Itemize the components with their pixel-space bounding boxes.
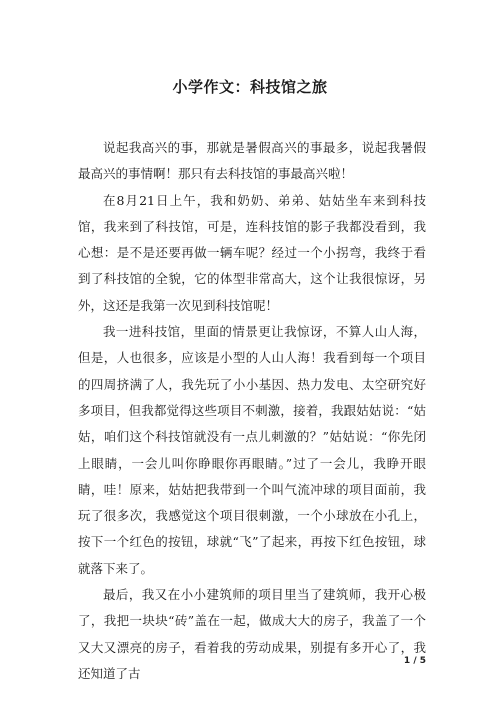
paragraph: 说起我高兴的事，那就是暑假高兴的事最多，说起我暑假最高兴的事情啊！那只有去科技馆的事最高兴啦！: [78, 140, 426, 182]
paragraph: 我一进科技馆，里面的情景更让我惊讶，不算人山人海，但是，人也很多，应该是小型的人山人海！我看到每一个项目的四周挤满了人，我先玩了小小基因、热力发电、太空研究好多项目，但我都觉得这些项目不刺激，接着，我跟姑姑说：“姑姑，咱们这个科技馆就没有一点儿刺激的？”姑姑说：“你先闭上眼睛，一会儿叫你睁眼你再眼睛。”过了一会儿，我睁开眼睛，哇！原来，姑姑把我带到一个叫气流冲球的项目面前，我玩了很多次，我感觉这个项目很刺激，一个小球放在小孔上，按下一个红色的按钮，球就“飞”了起来，再按下红色按钮，球就落下来了。: [78, 324, 426, 576]
document-body: [78, 135, 426, 687]
paragraph: 在8月21日上午，我和奶奶、弟弟、姑姑坐车来到科技馆，我来到了科技馆，可是，连科技馆的影子我都没看到，我心想：是不是还要再做一辆车呢？经过一个小拐弯，我终于看到了科技馆的全貌，它的体型非常高大，这个让我很惊讶，另外，这还是我第一次见到科技馆呢！: [78, 192, 426, 313]
paragraph: 最后，我又在小小建筑师的项目里当了建筑师，我开心极了，我把一块块“砖”盖在一起，做成大大的房子，我盖了一个又大又漂亮的房子，看着我的劳动成果，别提有多开心了，我还知道了古: [78, 587, 426, 681]
document-title: 小学作文：科技馆之旅: [172, 78, 328, 96]
page-number: 1 / 5: [403, 656, 426, 666]
